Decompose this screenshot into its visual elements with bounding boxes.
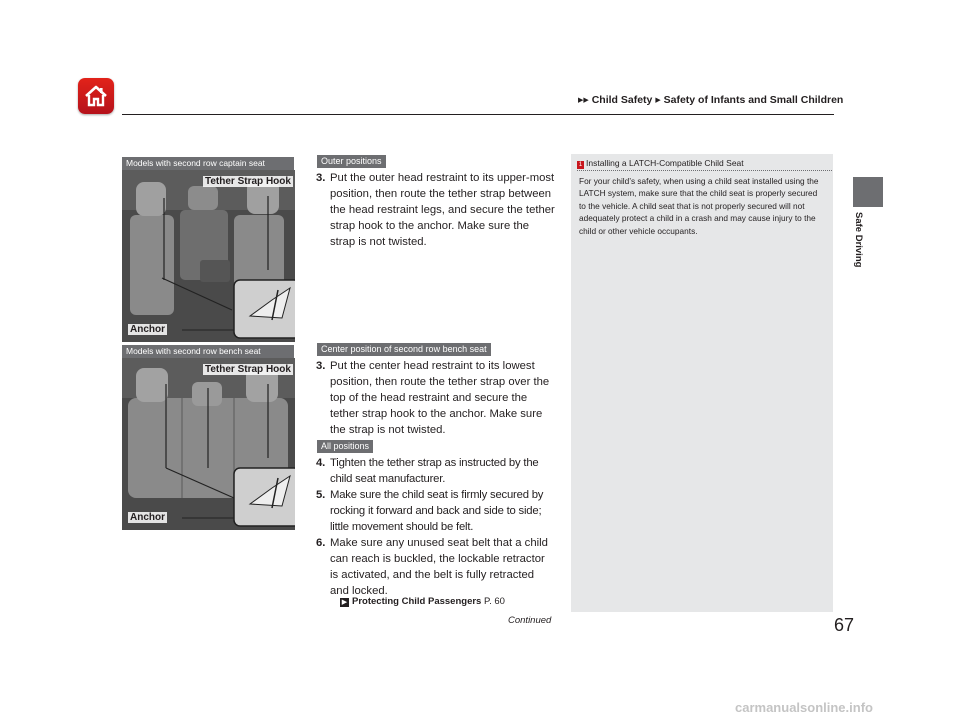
- continued-label: Continued: [508, 615, 552, 626]
- chapter-tab-label: Safe Driving: [853, 212, 864, 268]
- illustration-bench-seat: [122, 358, 295, 530]
- note-body: For your child’s safety, when using a child seat installed using the LATCH system, make sure that the child seat is properly secured to the vehicle. A child seat that is not properly secured will not adequately protect a child in a crash and may cause injury to the child or other vehicle occupants.: [579, 176, 819, 236]
- step-number: 3.: [316, 172, 326, 184]
- step-text: Make sure the child seat is firmly secured by rocking it forward and back and side to side; little movement should be felt.: [330, 489, 544, 533]
- breadcrumb-page: Safety of Infants and Small Children: [663, 94, 844, 106]
- step-number: 5.: [316, 489, 326, 501]
- illustration-captain-seat: [122, 170, 295, 342]
- home-button[interactable]: [78, 78, 114, 114]
- tag-outer-positions: Outer positions: [317, 155, 386, 168]
- seat-illustration-icon: [122, 170, 295, 342]
- tag-all-positions: All positions: [317, 440, 373, 453]
- seat-illustration-icon: [122, 358, 295, 530]
- step-text: Tighten the tether strap as instructed by the child seat manufacturer.: [330, 457, 539, 485]
- breadcrumb: [578, 94, 843, 106]
- step-number: 3.: [316, 360, 326, 372]
- note-arrow-icon: 1: [578, 162, 583, 168]
- reference-page: P. 60: [483, 596, 505, 607]
- page-number: 67: [834, 615, 855, 635]
- tether-strap-hook-label: Tether Strap Hook: [205, 364, 291, 375]
- tether-strap-hook-label: Tether Strap Hook: [205, 176, 291, 187]
- step-number: 6.: [316, 537, 326, 549]
- step-5: [316, 487, 556, 535]
- step-text: Put the outer head restraint to its upper-most position, then route the tether strap between the head restraint legs, and secure the tether strap hook to the anchor. Make sure the strap is not twisted.: [330, 172, 555, 248]
- tag-center-position: Center position of second row bench seat: [317, 343, 491, 356]
- step-outer-3: [316, 170, 556, 250]
- step-text: Make sure any unused seat belt that a child can reach is buckled, the lockable retractor is activated, and the belt is fully retracted and locked.: [330, 537, 548, 597]
- cross-reference-link[interactable]: [340, 596, 505, 607]
- step-4: [316, 455, 556, 487]
- steps-all-positions: [316, 455, 556, 599]
- chapter-tab-marker: [853, 177, 883, 207]
- note-divider: [577, 170, 832, 171]
- reference-arrow-icon: ▶: [341, 599, 348, 606]
- step-6: [316, 535, 556, 599]
- note-title-text: Installing a LATCH-Compatible Child Seat: [586, 158, 744, 168]
- breadcrumb-arrow-icon: ▶▶: [578, 97, 589, 104]
- note-title: [577, 158, 744, 169]
- step-number: 4.: [316, 457, 326, 469]
- watermark: carmanualsonline.info: [735, 700, 873, 715]
- step-center-3: [316, 358, 556, 438]
- breadcrumb-section[interactable]: Child Safety: [591, 94, 653, 106]
- chapter-tab[interactable]: [852, 212, 866, 282]
- panel-title-captain: Models with second row captain seat: [122, 157, 294, 170]
- step-text: Put the center head restraint to its lowest position, then route the tether strap over the top of the head restraint and secure the tether strap hook to the anchor. Make sure the strap is not twisted.: [330, 360, 550, 436]
- reference-label: Protecting Child Passengers: [352, 596, 482, 607]
- anchor-label: Anchor: [130, 512, 165, 523]
- breadcrumb-arrow-icon: ▶: [655, 97, 661, 104]
- anchor-label: Anchor: [130, 324, 165, 335]
- home-icon: [83, 84, 109, 108]
- header-divider: [122, 114, 834, 115]
- panel-title-bench: Models with second row bench seat: [122, 345, 294, 358]
